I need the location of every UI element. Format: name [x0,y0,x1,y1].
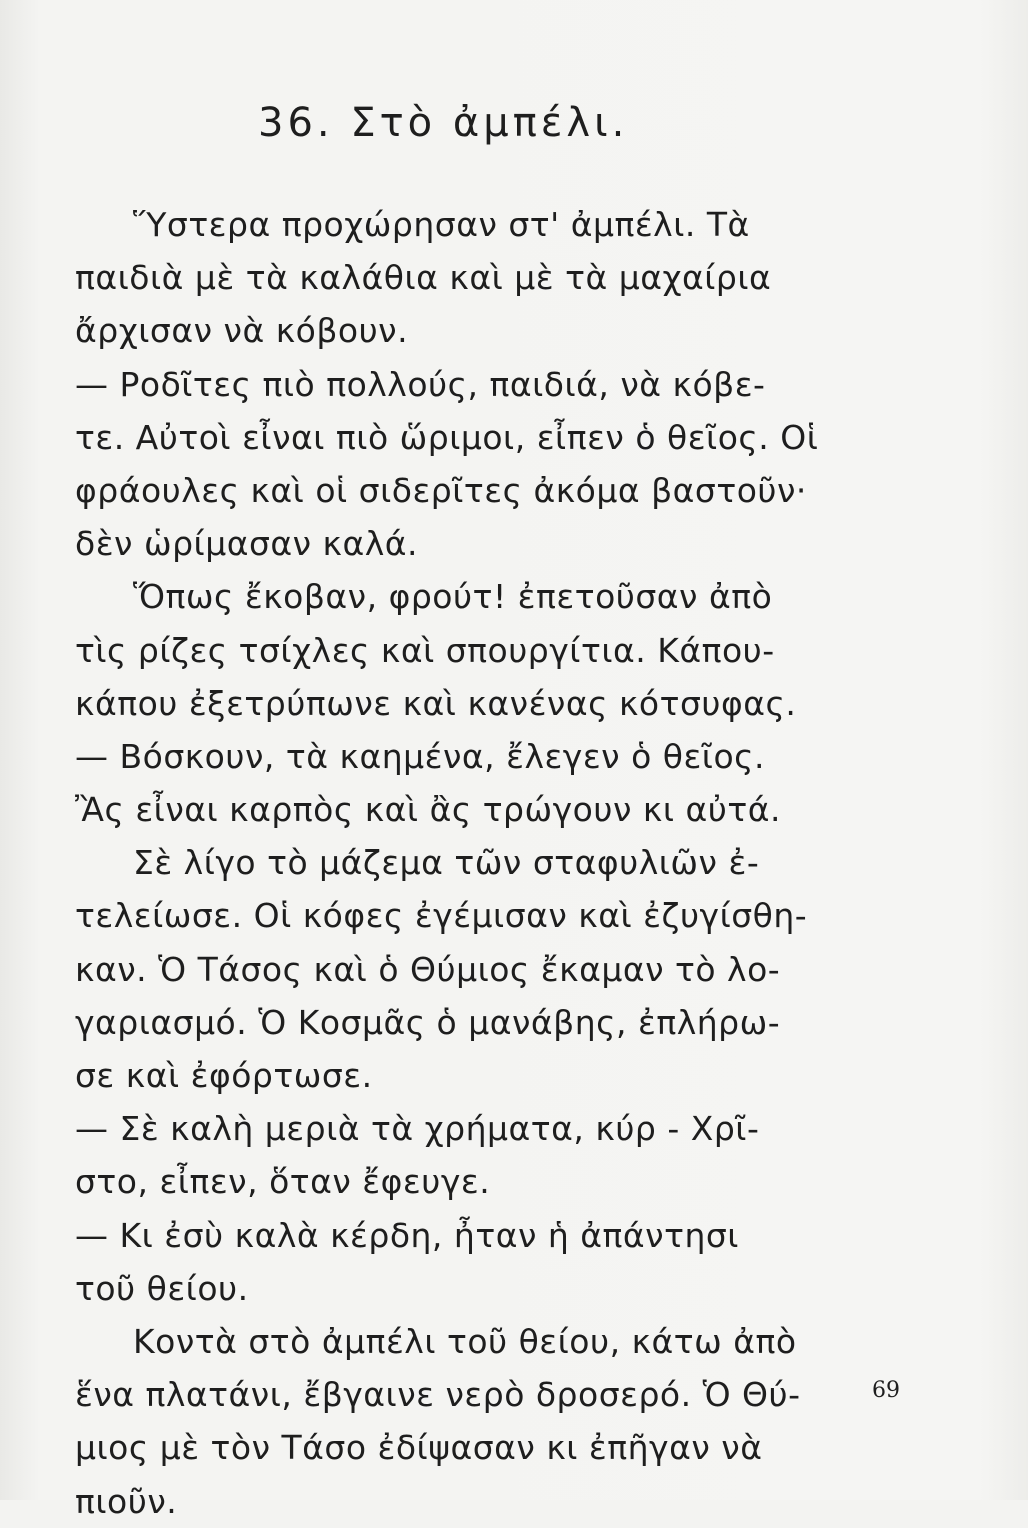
text-line: ἕνα πλατάνι, ἔβγαινε νερὸ δροσερό. Ὁ Θύ- [75,1375,801,1415]
text-line: — Ροδῖτες πιὸ πολλούς, παιδιά, νὰ κόβε- [75,364,766,404]
text-line: Ἂς εἶναι καρπὸς καὶ ἂς τρώγουν κι αὐτά. [75,790,781,830]
page-number: 69 [872,1378,900,1403]
text-line: κάπου ἐξετρύπωνε καὶ κανένας κότσυφας. [75,683,797,723]
text-line: Ὅπως ἔκοβαν, φρούτ! ἐπετοῦσαν ἀπὸ [133,577,773,617]
text-line: δὲν ὡρίμασαν καλά. [75,524,419,564]
body-text [75,198,935,1528]
text-line: — Κι ἐσὺ καλὰ κέρδη, ἦταν ἡ ἀπάντησι [75,1215,739,1255]
text-line: γαριασμό. Ὁ Κοσμᾶς ὁ μανάβης, ἐπλήρω- [75,1002,781,1042]
text-line: στο, εἶπεν, ὅταν ἔφευγε. [75,1162,491,1202]
text-line: Ὕστερα προχώρησαν στ' ἀμπέλι. Τὰ [133,205,750,244]
text-line: Κοντὰ στὸ ἀμπέλι τοῦ θείου, κάτω ἀπὸ [133,1321,797,1361]
text-line: Σὲ λίγο τὸ μάζεμα τῶν σταφυλιῶν ἐ- [133,843,760,883]
chapter-title: 36. Στὸ ἀμπέλι. [258,100,629,146]
text-line: παιδιὰ μὲ τὰ καλάθια καὶ μὲ τὰ μαχαίρια [75,258,772,298]
text-line: τε. Αὐτοὶ εἶναι πιὸ ὥριμοι, εἶπεν ὁ θεῖος. Οἱ [75,417,819,457]
text-line: σε καὶ ἐφόρτωσε. [75,1056,373,1095]
text-line: μιος μὲ τὸν Τάσο ἐδίψασαν κι ἐπῆγαν νὰ [75,1428,763,1468]
text-line: φράουλες καὶ οἱ σιδερῖτες ἀκόμα βαστοῦν· [75,470,807,510]
text-line: ἄρχισαν νὰ κόβουν. [75,311,409,351]
text-line: τὶς ρίζες τσίχλες καὶ σπουργίτια. Κάπου- [75,630,775,670]
text-line: τελείωσε. Οἱ κόφες ἐγέμισαν καὶ ἐζυγίσθη- [75,896,808,936]
text-line: — Σὲ καλὴ μεριὰ τὰ χρήματα, κύρ - Χρῖ- [75,1109,760,1149]
text-line: πιοῦν. [75,1481,178,1521]
text-line: τοῦ θείου. [75,1268,249,1308]
text-line: καν. Ὁ Τάσος καὶ ὁ Θύμιος ἔκαμαν τὸ λο- [75,949,781,989]
text-line: — Βόσκουν, τὰ καημένα, ἔλεγεν ὁ θεῖος. [75,736,766,776]
